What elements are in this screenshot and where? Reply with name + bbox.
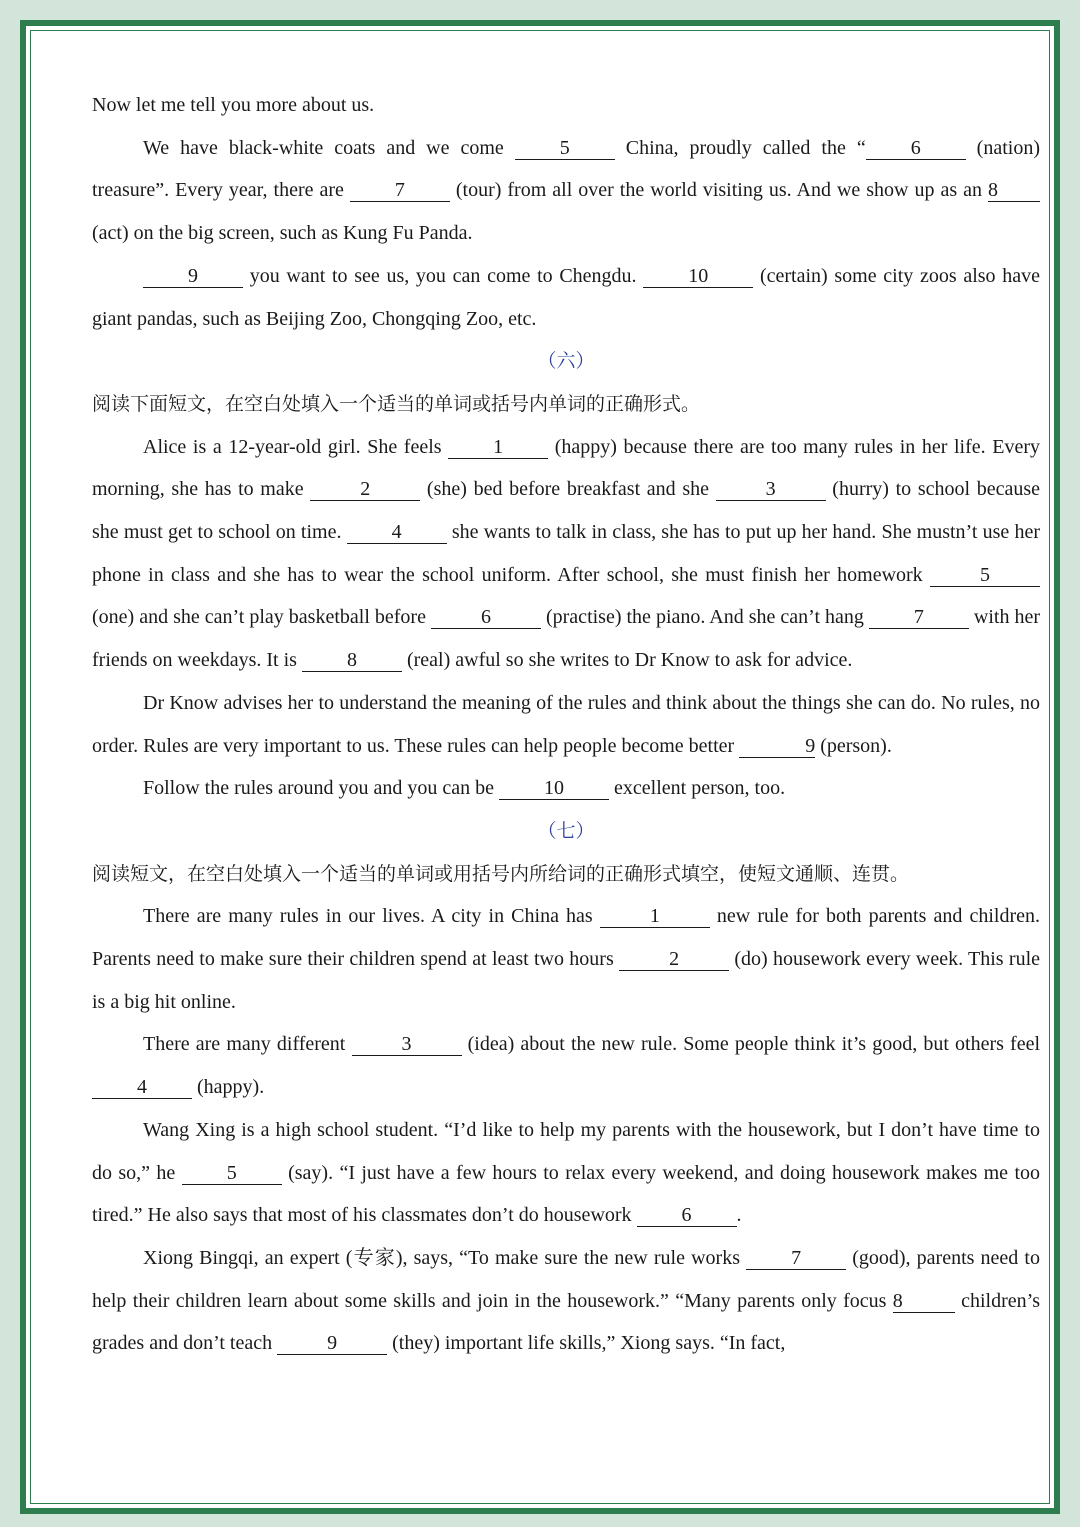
blank-3: 3 [716,478,826,501]
blank-3: 3 [352,1033,462,1056]
section7-instruction: 阅读短文，在空白处填入一个适当的单词或用括号内所给词的正确形式填空，使短文通顺、连贯。 [92,862,910,885]
section7-paragraph-1: There are many rules in our lives. A city in China has 1 new rule for both parents and children. Parents need to make sure their children spend at least two hours 2 (do) housework every week. This rule is a big hit online. [92,905,1041,1013]
section5-intro: Now let me tell you more about us. [92,94,375,116]
blank-4: 4 [92,1076,192,1099]
page-content [92,84,1040,1365]
document-page [20,20,1060,1514]
section6-heading: （六） [537,350,595,373]
section6-paragraph-3: Follow the rules around you and you can be 10 excellent person, too. [143,777,786,800]
blank-8: 8 [893,1290,955,1313]
section6-instruction: 阅读下面短文，在空白处填入一个适当的单词或括号内单词的正确形式。 [92,392,701,415]
blank-5: 5 [930,564,1040,587]
blank-7: 7 [746,1247,846,1270]
section7-paragraph-4: Xiong Bingqi, an expert (专家), says, “To make sure the new rule works 7 (good), parents need to help their children learn about some skills and join in the housework.” “Many parents only focus 8 children’s grades and don’t teach 9 (they) important life skills,” Xiong says. “In fact, [92,1246,1040,1355]
blank-6: 6 [637,1204,737,1227]
blank-10: 10 [499,777,609,800]
section7-paragraph-3: Wang Xing is a high school student. “I’d like to help my parents with the housework, but I don’t have time to do so,” he 5 (say). “I just have a few hours to relax every weekend, and doing housework makes me too tired.” He also says that most of his classmates don’t do housework 6 . [92,1118,1041,1227]
blank-9: 9 [739,735,815,758]
blank-7: 7 [869,606,969,629]
blank-8: 8 [988,179,1040,202]
blank-1: 1 [448,436,548,459]
blank-6: 6 [431,606,541,629]
blank-8: 8 [302,649,402,672]
blank-2: 2 [619,948,729,971]
section5-paragraph-1: We have black-white coats and we come 5 China, proudly called the “ 6 (nation) treasure”. Every year, there are 7 (tour) from all over the world visiting us. And we show up as an 8 (act) on the big screen, such as Kung Fu Panda. [92,136,1040,245]
blank-5: 5 [182,1162,282,1185]
blank-2: 2 [310,478,420,501]
section7-paragraph-2: There are many different 3 (idea) about the new rule. Some people think it’s good, but others feel 4 (happy). [92,1023,1040,1108]
section6-paragraph-2: Dr Know advises her to understand the meaning of the rules and think about the things she can do. No rules, no order. Rules are very important to us. These rules can help people become better 9 (person). [92,691,1040,757]
section5-paragraph-2: 9 you want to see us, you can come to Chengdu. 10 (certain) some city zoos also have giant pandas, such as Beijing Zoo, Chongqing Zoo, etc. [92,264,1041,330]
blank-1: 1 [600,905,710,928]
blank-10: 10 [643,265,753,288]
blank-4: 4 [347,521,447,544]
blank-9: 9 [143,265,243,288]
blank-5: 5 [515,137,615,160]
blank-7: 7 [350,179,450,202]
blank-6: 6 [866,137,966,160]
blank-9: 9 [277,1332,387,1355]
section6-paragraph-1: Alice is a 12-year-old girl. She feels 1 (happy) because there are too many rules in her life. Every morning, she has to make 2 (she) bed before breakfast and she 3 (hurry) to school because she must get to school on time. 4 she wants to talk in class, she has to put up her hand. She mustn’t use her phone in class and she has to wear the school uniform. After school, she must finish her homework 5 (one) and she can’t play basketball before 6 (practise) the piano. And she can’t hang 7 with her friends on weekdays. It is 8 (real) awful so she writes to Dr Know to ask for advice. [92,435,1040,672]
section7-heading: （七） [537,819,595,842]
